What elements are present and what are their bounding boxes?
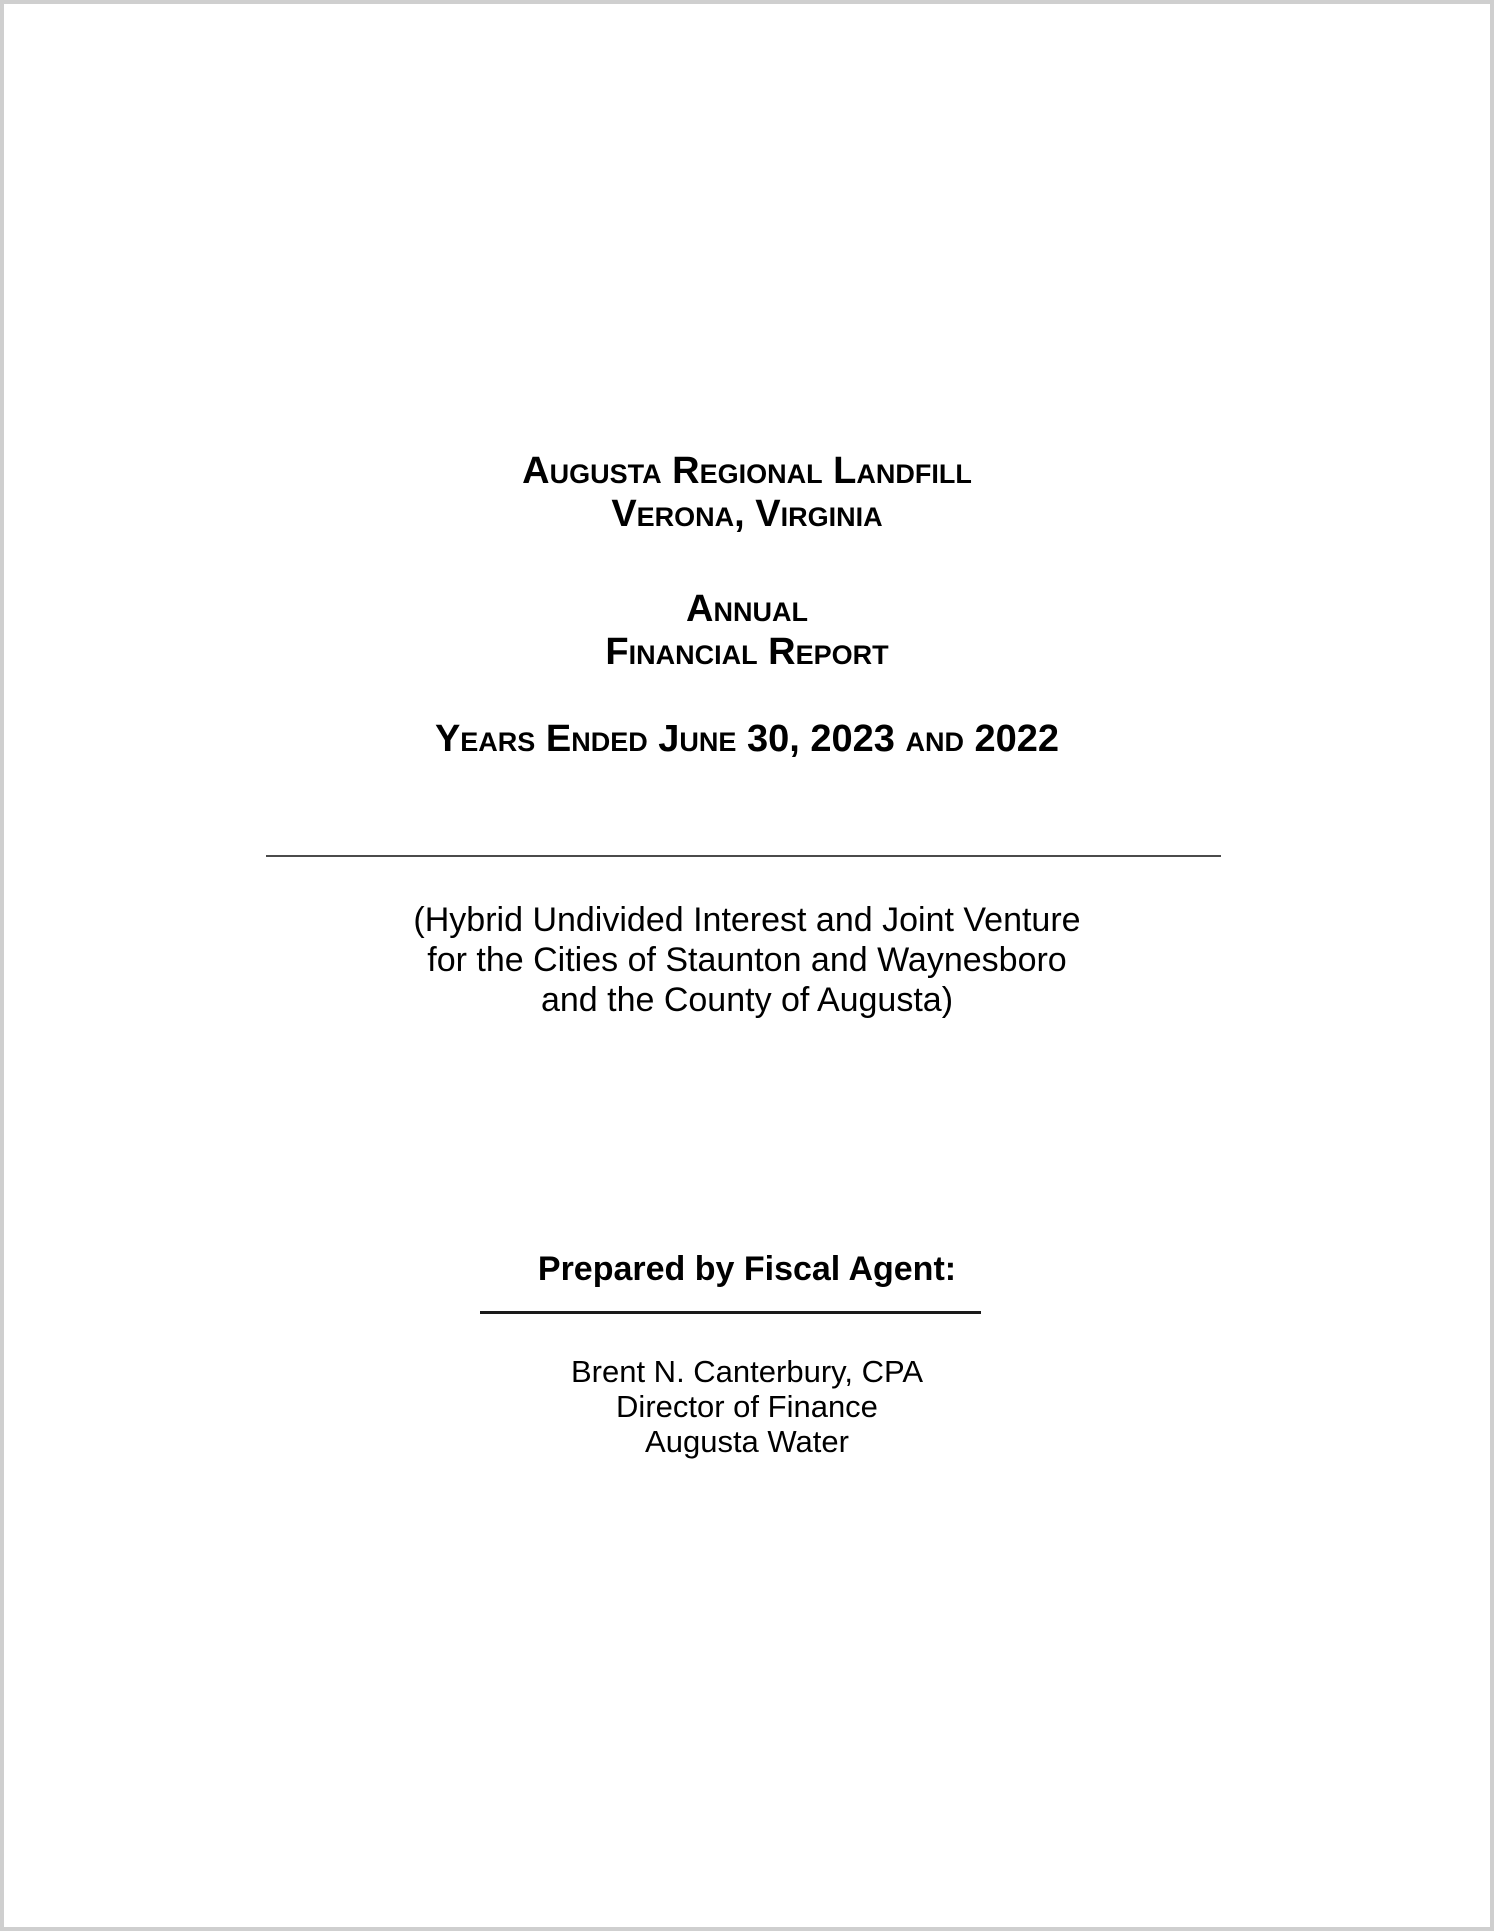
- description-line3: and the County of Augusta): [540, 981, 954, 1019]
- description-line2: for the Cities of Staunton and Waynesboro: [427, 941, 1067, 979]
- report-title-line1: Annual: [686, 588, 808, 630]
- signature-line: [480, 1311, 981, 1314]
- prepared-by-heading: Prepared by Fiscal Agent:: [537, 1250, 957, 1288]
- entity-location: Verona, Virginia: [611, 493, 883, 535]
- description-line1: (Hybrid Undivided Interest and Joint Venture: [413, 901, 1081, 939]
- preparer-info-block: [4, 1354, 1490, 1459]
- entity-description-block: [4, 900, 1490, 1020]
- preparer-organization: Augusta Water: [645, 1424, 849, 1459]
- report-title-block: [4, 588, 1490, 674]
- preparer-name: Brent N. Canterbury, CPA: [570, 1354, 924, 1389]
- entity-name: Augusta Regional Landfill: [522, 450, 972, 492]
- report-title-line2: Financial Report: [605, 631, 889, 673]
- divider-rule: [266, 855, 1221, 857]
- entity-title-block: [4, 450, 1490, 536]
- preparer-title: Director of Finance: [616, 1389, 878, 1424]
- report-period: Years Ended June 30, 2023 and 2022: [434, 718, 1060, 760]
